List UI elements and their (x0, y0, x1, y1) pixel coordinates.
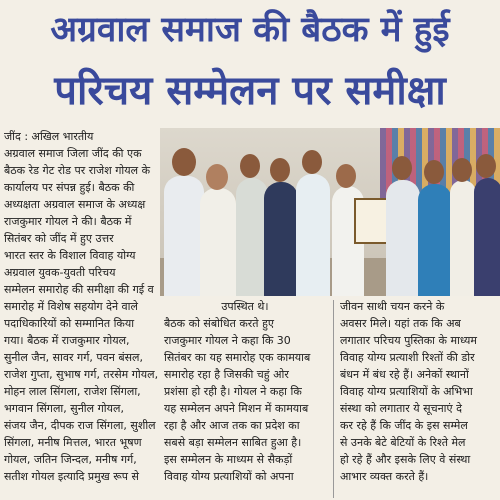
text-line: संजय जैन, दीपक राज सिंगला, सुशील (4, 419, 156, 432)
text-line: जीवन साथी चयन करने के (340, 300, 445, 313)
text-line: समारोह रहा है जिसकी चहुं ओर (164, 368, 289, 381)
text-line: विवाह योग्य प्रत्याशियों के अभिभा (340, 385, 473, 398)
person-head (424, 160, 444, 184)
article-column-middle (160, 298, 330, 500)
article-column-right (336, 298, 500, 500)
text-line: यह सम्मेलन अपने मिशन में कामयाब (164, 402, 309, 415)
person (164, 176, 204, 296)
person-head (392, 156, 412, 180)
person-head (336, 164, 356, 188)
person-head (172, 148, 196, 176)
text-line: अध्यक्षता अग्रवाल समाज के अध्यक्ष (4, 198, 146, 211)
photo-caption: उपस्थित थे। (221, 300, 269, 313)
person-head (452, 158, 472, 182)
person (264, 182, 298, 296)
text-line: भगवान सिंगला, सुनील गोयल, (4, 402, 124, 415)
person (474, 178, 500, 296)
person-head (476, 154, 496, 178)
text-line: समारोह में विशेष सहयोग देने वाले (4, 300, 138, 313)
text-line: गया। बैठक में राजकुमार गोयल, (4, 334, 130, 347)
text-line: अवसर मिले। यहां तक कि अब (340, 317, 461, 330)
text-line: मोहन लाल सिंगला, राजेश सिंगला, (4, 385, 141, 398)
headline-line-2: परिचय सम्मेलन पर समीक्षा (54, 68, 446, 114)
article-column-left (0, 128, 158, 500)
text-line: सतीश गोयल इत्यादि प्रमुख रूप से (4, 470, 139, 483)
person (386, 180, 420, 296)
text-line: राजकुमार गोयल ने की। बैठक में (4, 215, 132, 228)
text-line: बैठक रेड गेट रोड पर राजेश गोयल के (4, 164, 151, 177)
text-line: अग्रवाल युवक-युवती परिचय (4, 266, 116, 279)
text-line: जींद : अखिल भारतीय (4, 130, 94, 143)
text-line: सिंगला, मनीष मित्तल, भारत भूषण (4, 436, 142, 449)
text-line: इस सम्मेलन के माध्यम से सैकड़ों (164, 453, 293, 466)
text-line: कार्यालय पर संपन्न हुई। बैठक की (4, 181, 135, 194)
text-line: सुनील जैन, सावर गर्ग, पवन बंसल, (4, 351, 144, 364)
person (200, 188, 236, 296)
text-line: सम्मेलन समारोह की समीक्षा की गई व (4, 283, 154, 296)
text-line: विवाह योग्य प्रत्याशियों को अपना (164, 470, 294, 483)
text-line: राजकुमार गोयल ने कहा कि 30 (164, 334, 291, 347)
person-head (206, 164, 228, 190)
certificate-frame (354, 198, 388, 244)
text-line: सितंबर को जींद में हुए उत्तर (4, 232, 114, 245)
person (296, 174, 330, 296)
text-line: राजेश गुप्ता, सुभाष गर्ग, तरसेम गोयल, (4, 368, 158, 381)
text-line: गोयल, जतिन जिन्दल, मनीष गर्ग, (4, 453, 137, 466)
event-photo (160, 128, 500, 296)
text-line: लगातार परिचय पुस्तिका के माध्यम (340, 334, 477, 347)
text-line: संस्था को लगातार ये सूचनाएं दे (340, 402, 462, 415)
text-line: आभार व्यक्त करते हैं। (340, 470, 429, 483)
text-line: से उनके बेटे बेटियों के रिश्ते मेल (340, 436, 466, 449)
person-head (302, 150, 322, 174)
text-line: कर रहे हैं कि जींद के इस सम्मेल (340, 419, 468, 432)
person (450, 180, 476, 296)
text-line: बंधन में बंध रहे हैं। अनेकों स्थानों (340, 368, 469, 381)
person-head (270, 158, 290, 182)
text-line: विवाह योग्य प्रत्याशी रिश्तों की डोर (340, 351, 475, 364)
text-line: सबसे बड़ा सम्मेलन साबित हुआ है। (164, 436, 302, 449)
text-line: बैठक को संबोधित करते हुए (164, 317, 274, 330)
text-line: पदाधिकारियों को सम्मानित किया (4, 317, 135, 330)
text-line: प्रशंसा हो रही है। गोयल ने कहा कि (164, 385, 302, 398)
text-line: सितंबर का यह समारोह एक कामयाब (164, 351, 311, 364)
text-line: रहा है और आज तक का प्रदेश का (164, 419, 300, 432)
column-divider (333, 300, 334, 498)
headline-line-1: अग्रवाल समाज की बैठक में हुई (50, 10, 450, 50)
person-head (240, 154, 260, 178)
text-line: भारत स्तर के विशाल विवाह योग्य (4, 249, 136, 262)
text-line: अग्रवाल समाज जिला जींद की एक (4, 147, 142, 160)
person (418, 184, 452, 296)
text-line: हो रहे हैं और इसके लिए वे संस्था (340, 453, 471, 466)
